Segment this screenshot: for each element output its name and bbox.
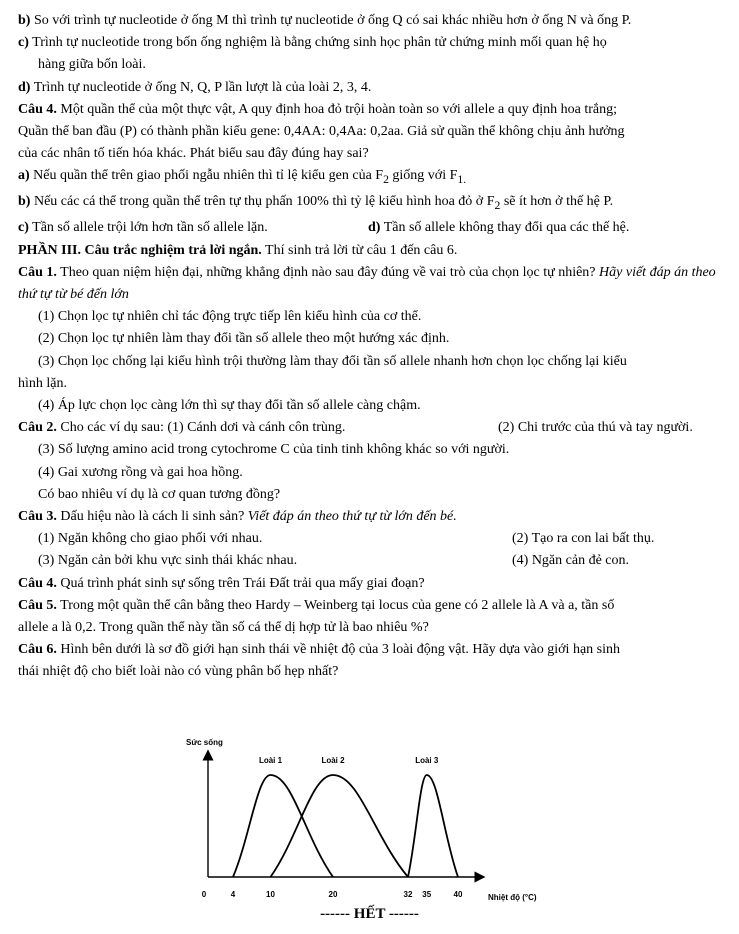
c1-option-3: (3) Chọn lọc chống lại kiểu hình trội thường làm thay đổi tần số allele nhanh hơn chọn lọc chống lại kiểu (38, 353, 627, 369)
series-curve-2 (271, 775, 409, 877)
x-tick-label: 35 (422, 890, 432, 899)
c3-options-row1 (18, 528, 730, 550)
x-axis-label: Nhiệt độ (°C) (488, 893, 537, 902)
x-tick-label: 20 (328, 890, 338, 899)
series-label-3: Loài 3 (415, 756, 439, 765)
q4-line2: Quần thể ban đầu (P) có thành phần kiểu gene: 0,4AA: 0,4Aa: 0,2aa. Giả sử quần thể không chịu ảnh hưởng (18, 124, 625, 140)
y-axis-label: Sức sống (186, 738, 223, 747)
c3-option-1: (1) Ngăn không cho giao phối với nhau. (38, 531, 263, 547)
x-tick-label: 32 (403, 890, 413, 899)
series-label-1: Loài 1 (258, 756, 283, 765)
temperature-tolerance-chart (180, 735, 560, 910)
series-curve-3 (408, 775, 458, 877)
x-tick-label: 40 (453, 890, 463, 899)
c1-option-4: (4) Áp lực chọn lọc càng lớn thì sự thay đổi tần số allele càng chậm. (38, 398, 421, 414)
item-b: b) So với trình tự nucleotide ở ống M thì trình tự nucleotide ở ống Q có sai khác nhiều hơn ở ống N và ống P. (18, 13, 632, 28)
end-marker: ------ HẾT ------ (320, 906, 419, 922)
x-tick-label: 0 (201, 890, 207, 899)
c2-option-4: (4) Gai xương rồng và gai hoa hồng. (38, 464, 243, 480)
q4-option-d: d) Tần số allele không thay đổi qua các thế hệ. (368, 220, 630, 236)
c1-option-1: (1) Chọn lọc tự nhiên chỉ tác động trực tiếp lên kiểu hình của cơ thể. (38, 309, 422, 325)
q4-line3: của các nhân tố tiến hóa khác. Phát biểu sau đây đúng hay sai? (18, 146, 369, 162)
c6-line2: thái nhiệt độ cho biết loài nào có vùng phân bố hẹp nhất? (18, 664, 339, 680)
short-question-6: Câu 6. Hình bên dưới là sơ đồ giới hạn sinh thái về nhiệt độ của 3 loài động vật. Hãy dựa vào giới hạn sinh (18, 642, 620, 658)
c3-option-4: (4) Ngăn cản đẻ con. (512, 553, 630, 569)
c2-option-3: (3) Số lượng amino acid trong cytochrome C của tinh tinh không khác so với người. (38, 442, 510, 458)
q4-option-c: c) Tần số allele trội lớn hơn tần số allele lặn. (18, 220, 268, 236)
c1-option-3-cont: hình lặn. (18, 375, 67, 391)
document-body (18, 10, 730, 684)
q4-option-b: b) Nếu các cá thể trong quần thể trên tự thụ phấn 100% thì tỷ lệ kiểu hình hoa đỏ ở $F_2$ sẽ ít hơn ở thế hệ P. (18, 194, 614, 213)
series-label-2: Loài 2 (321, 756, 345, 765)
short-question-1: Câu 1. Theo quan niệm hiện đại, những khẳng định nào sau đây đúng về vai trò của chọn lọc tự nhiên? Hãy viết đáp án theo thứ tự từ bé đến lớn (18, 264, 716, 303)
item-d: d) Trình tự nucleotide ở ống N, Q, P lần lượt là của loài 2, 3, 4. (18, 79, 372, 95)
short-question-3: Câu 3. Dấu hiệu nào là cách li sinh sản? Viết đáp án theo thứ tự từ lớn đến bé. (18, 509, 457, 525)
q4-option-a: a) Nếu quần thể trên giao phối ngẫu nhiên thì tỉ lệ kiểu gen của $F_2$ giống với $F_{1.}$ (18, 168, 467, 187)
c1-option-2: (2) Chọn lọc tự nhiên làm thay đổi tần số allele theo một hướng xác định. (38, 331, 450, 347)
c3-option-3: (3) Ngăn cản bởi khu vực sinh thái khác nhau. (38, 553, 298, 569)
c3-option-2: (2) Tạo ra con lai bất thụ. (512, 531, 655, 547)
c2-question: Có bao nhiêu ví dụ là cơ quan tương đồng? (38, 486, 281, 502)
c5-line2: allele a là 0,2. Trong quần thể này tần số cá thể dị hợp tử là bao nhiêu %? (18, 620, 429, 636)
tick-layer (202, 890, 463, 899)
c3-options-row2 (18, 550, 730, 572)
series-layer (233, 756, 458, 877)
series-curve-1 (233, 775, 333, 877)
item-c-cont: hàng giữa bốn loài. (38, 57, 146, 73)
x-tick-label: 4 (230, 890, 236, 899)
q4-options-cd (18, 217, 730, 239)
short-question-4: Câu 4. Quá trình phát sinh sự sống trên Trái Đất trải qua mấy giai đoạn? (18, 575, 425, 591)
x-tick-label: 10 (266, 890, 275, 899)
short-question-5: Câu 5. Trong một quần thể cân bằng theo Hardy – Weinberg tại locus của gene có 2 allele là A và a, tần số (18, 597, 615, 613)
part-3-heading: PHẦN III. Câu trắc nghiệm trả lời ngắn. Thí sinh trả lời từ câu 1 đến câu 6. (18, 242, 458, 258)
short-question-2: Câu 2. Cho các ví dụ sau: (1) Cánh dơi và cánh côn trùng. (2) Chi trước của thú và tay người. (18, 420, 693, 436)
item-c: c) Trình tự nucleotide trong bốn ống nghiệm là bằng chứng sinh học phân tử chứng minh mối quan hệ họ (18, 35, 607, 51)
question-4-part2: Câu 4. Một quần thể của một thực vật, A quy định hoa đỏ trội hoàn toàn so với allele a quy định hoa trắng; (18, 101, 618, 117)
